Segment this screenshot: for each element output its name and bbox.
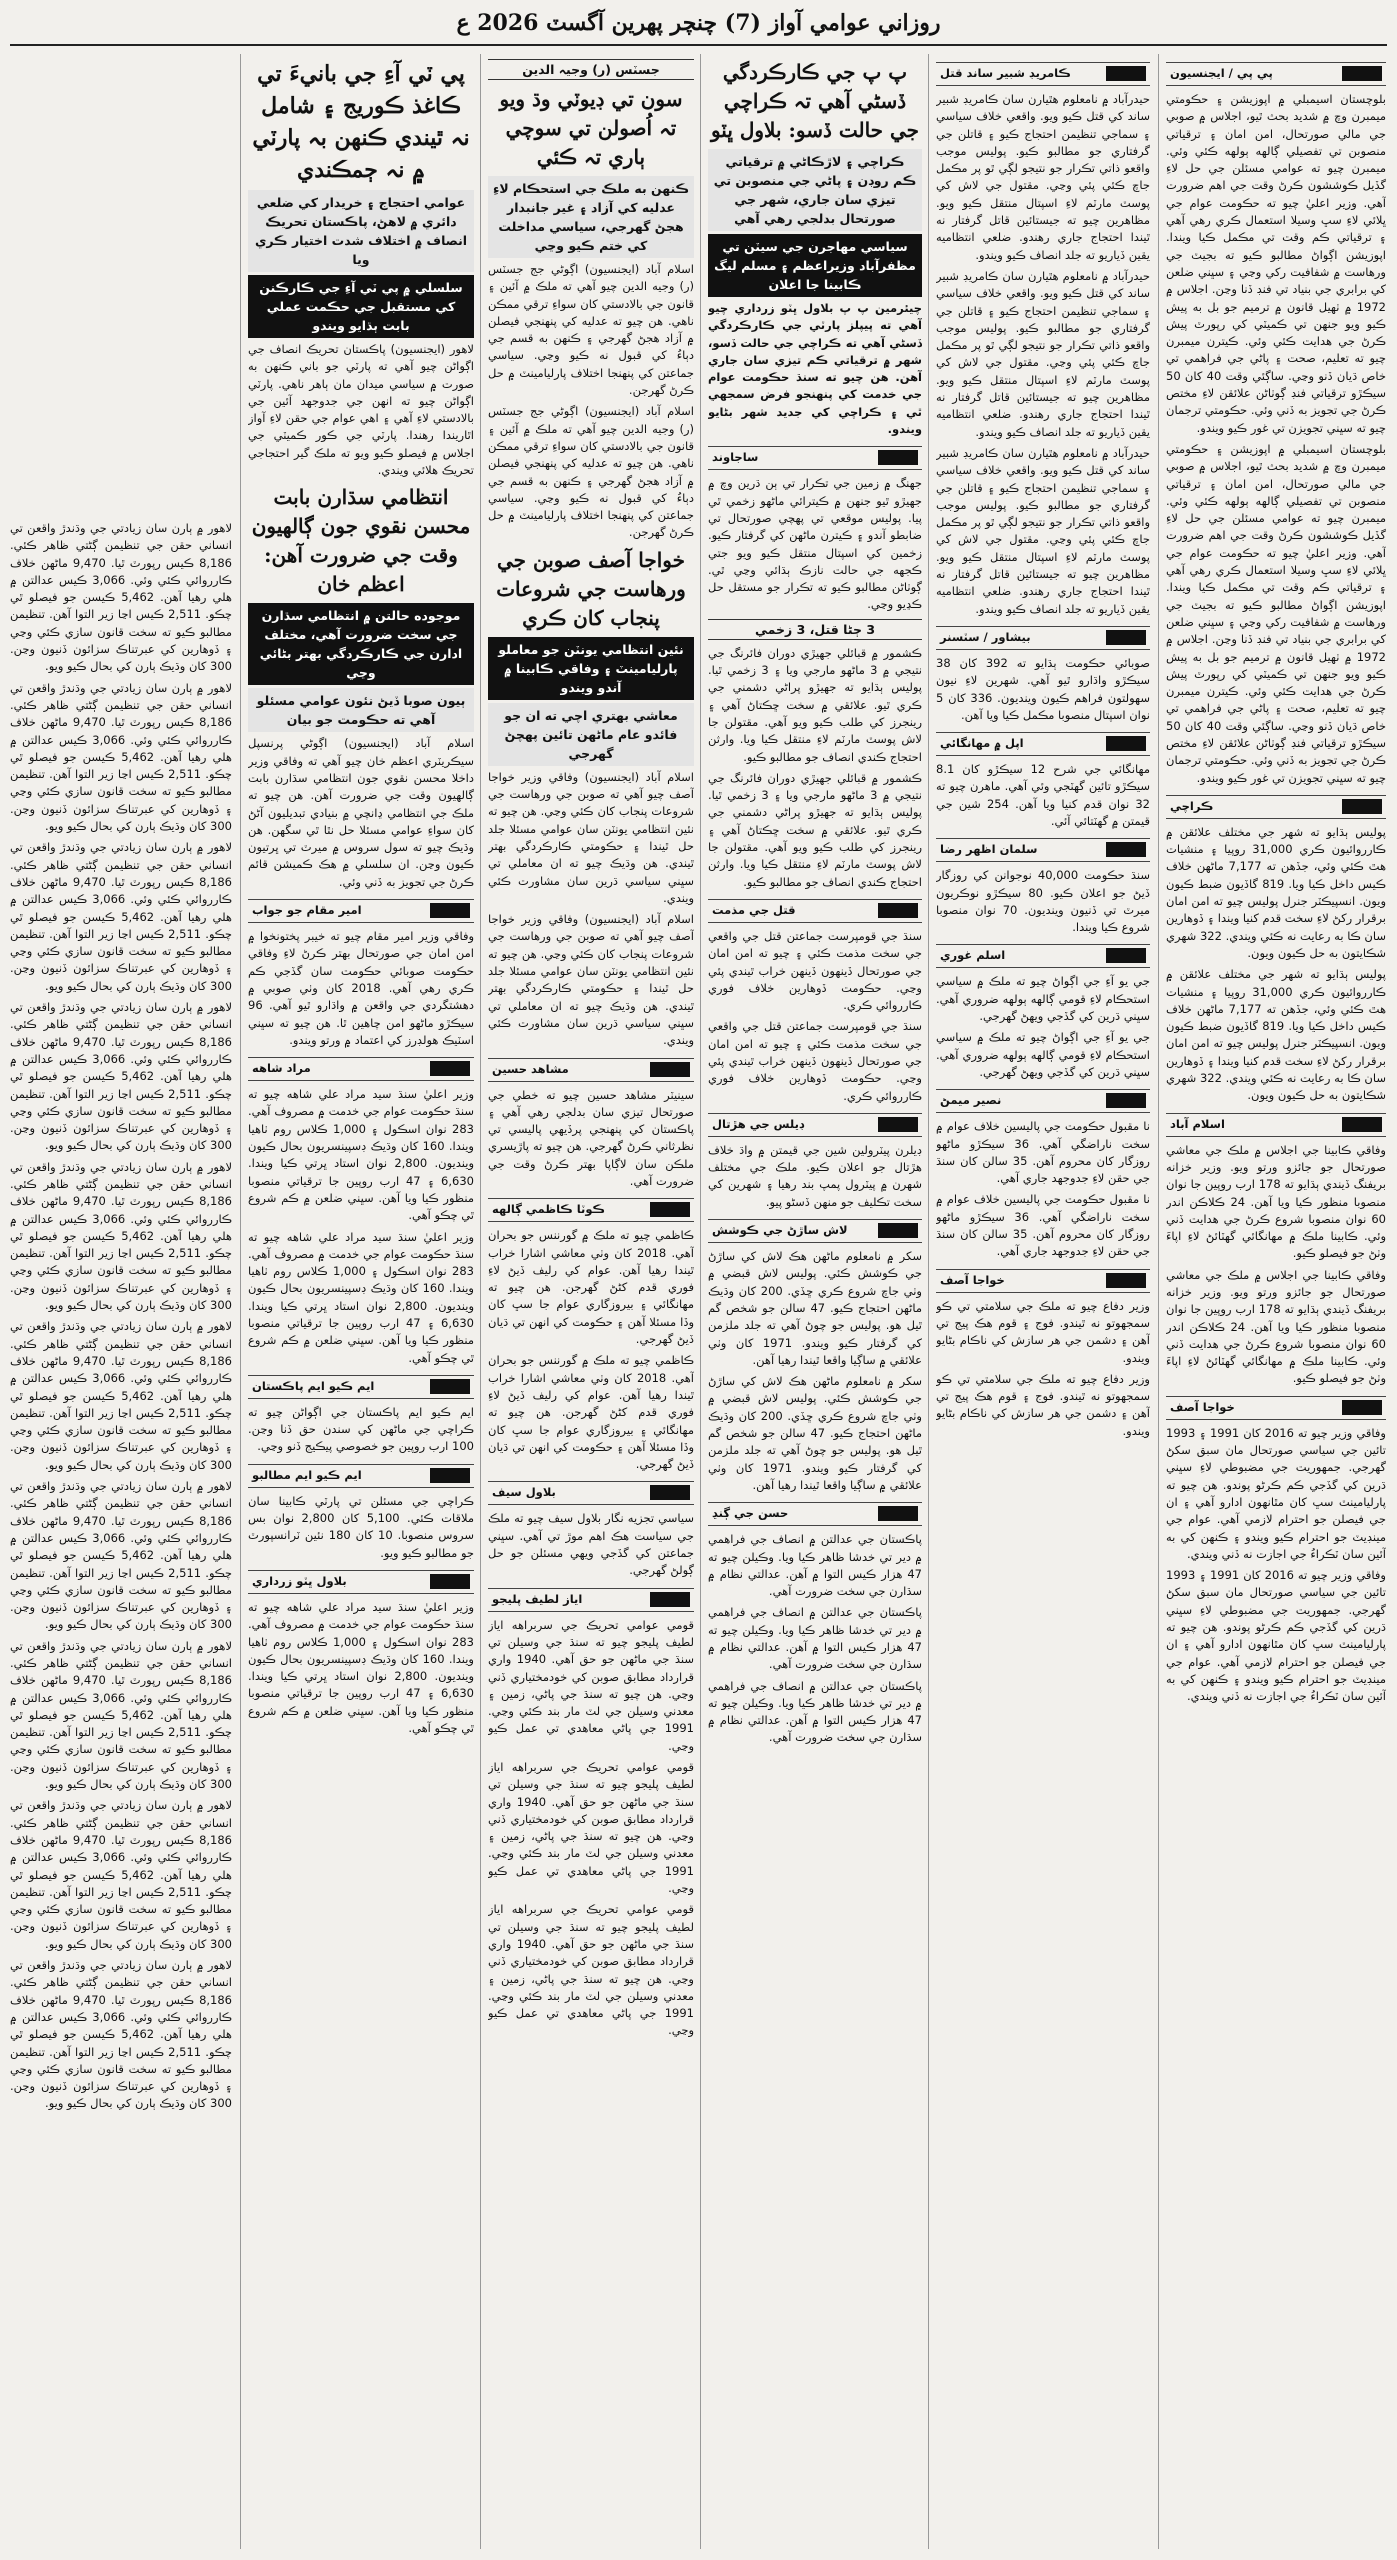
article-body: لاهور ۾ ٻارن سان زيادتي جي وڌندڙ واقعن تي انساني حقن جي تنظيمن ڳڻتي ظاهر ڪئي. 8,186 ڪيس رپورٽ ٿيا. 9,470 ماڻهن خلاف ڪارروائي ڪئي وئي. 3,066 ڪيس عدالتن ۾ هلي رهيا آهن. 5,462 ڪيسن جو فيصلو ٿي چڪو. 2,511 ڪيس اڃا زير التوا آهن. تنظيمن مطالبو ڪيو ته سخت قانون سازي ڪئي وڃي ۽ ڏوهارين کي عبرتناڪ سزائون ڏنيون وڃن. 300 کان وڌيڪ ٻارن کي بحال ڪيو ويو. — [10, 1479, 232, 1632]
article-body: سينيٽر مشاهد حسين چيو ته خطي جي صورتحال تيزي سان بدلجي رهي آهي ۽ پاڪستان کي پنهنجي پرڏيهي پاليسي تي نظرثاني ڪرڻ گهرجي. هن چيو ته پاڙيسري ملڪن سان لاڳاپا بهتر ڪرڻ وقت جي ضرورت آهي. — [488, 1087, 694, 1188]
article-body: ڪشمور ۾ قبائلي جهيڙي دوران فائرنگ جي نتيجي ۾ 3 ماڻهو مارجي ويا ۽ 3 زخمي ٿيا. پوليس ٻڌايو ته جهيڙو پراڻي دشمني جي ڪري ٿيو. علائقي ۾ سخت ڇڪتاڻ آهي ۽ رينجرز کي طلب ڪيو ويو آهي. مقتولن جا لاش پوسٽ مارٽم لاءِ منتقل ڪيا ويا. وارثن احتجاج ڪندي انصاف جو مطالبو ڪيو. — [708, 770, 922, 889]
byline: امير مقام جو جواب — [248, 899, 474, 923]
article-body: لاهور ۾ ٻارن سان زيادتي جي وڌندڙ واقعن تي انساني حقن جي تنظيمن ڳڻتي ظاهر ڪئي. 8,186 ڪيس رپورٽ ٿيا. 9,470 ماڻهن خلاف ڪارروائي ڪئي وئي. 3,066 ڪيس عدالتن ۾ هلي رهيا آهن. 5,462 ڪيسن جو فيصلو ٿي چڪو. 2,511 ڪيس اڃا زير التوا آهن. تنظيمن مطالبو ڪيو ته سخت قانون سازي ڪئي وڃي ۽ ڏوهارين کي عبرتناڪ سزائون ڏنيون وڃن. 300 کان وڌيڪ ٻارن کي بحال ڪيو ويو. — [10, 1000, 232, 1153]
byline: خواجا آصف — [1166, 1396, 1386, 1420]
article-body: اسلام آباد (ايجنسيون) اڳوڻي پرنسپل سيڪريٽري اعظم خان چيو آهي ته وفاقي وزير داخلا محسن نقوي جون انتظامي سڌارن بابت ڳالهيون وقت جي ضرورت آهن. هن چيو ته ملڪ جي انتظامي ڍانچي ۾ بنيادي تبديليون آڻڻ کان سواءِ عوامي مسئلا حل نٿا ٿي سگهن. هن وڌيڪ چيو ته سول سروس ۾ ميرٽ تي ڀرتيون ڪيون وڃن. ان سلسلي ۾ هڪ ڪميشن قائم ڪرڻ جي تجويز به ڏني وئي. — [248, 736, 474, 889]
subheadline: سلسلي ۾ پي ٽي آءِ جي ڪارڪنن کي مستقبل جي حڪمت عملي بابت ٻڌايو ويندو — [248, 275, 474, 338]
article-body: سياسي تجزيه نگار بلاول سيف چيو ته ملڪ جي سياست هڪ اهم موڙ تي آهي. سڀني جماعتن کي گڏجي ويهي مسئلن جو حل ڳولڻ گهرجي. — [488, 1511, 694, 1578]
article-body: بلوچستان اسيمبلي ۾ اپوزيشن ۽ حڪومتي ميمبرن وچ ۾ شديد بحث ٿيو، اجلاس ۾ صوبي جي مالي صورتحال، امن امان ۽ ترقياتي منصوبن تي تفصيلي ڳالهه ٻولهه ڪئي وئي. ميمبرن چيو ته عوامي مسئلن جي حل لاءِ گڏيل ڪوششون ڪرڻ وقت جي اهم ضرورت آهي. وزير اعليٰ چيو ته حڪومت عوام جي ڀلائي لاءِ سڀ وسيلا استعمال ڪري رهي آهي ۽ ترقياتي ڪم وقت تي مڪمل ڪيا ويندا. اپوزيشن اڳواڻ مطالبو ڪيو ته بجيٽ جي ورهاست ۾ شفافيت رکي وڃي ۽ سڀني ضلعن کي برابري جي بنياد تي فنڊ ڏنا وڃن. اجلاس ۾ 1972 ۾ ٺهيل قانون ۾ ترميم جو بل به پيش ڪيو ويو جنهن تي ڪميٽي کي رپورٽ پيش ڪرڻ جي هدايت ڪئي وئي. ڪيترن ميمبرن چيو ته تعليم، صحت ۽ پاڻي جي فراهمي تي خاص ڌيان ڏنو وڃي. ساڳئي وقت 40 کان 50 سيڪڙو ترقياتي فنڊ ڳوٺاڻن علائقن لاءِ مختص ڪرڻ جي تجويز به ڏني وئي. حڪومتي ترجمان چيو ته سڀني تجويزن تي غور ڪيو ويندو. — [1166, 92, 1386, 435]
article-body: اسلام آباد (ايجنسيون) وفاقي وزير خواجا آصف چيو آهي ته صوبن جي ورهاست جي شروعات پنجاب کان ڪئي وڃي. هن چيو ته نئين انتظامي يونٽن سان عوامي مسئلا جلد حل ٿيندا ۽ حڪومتي ڪارڪردگي بهتر ٿيندي. هن وڌيڪ چيو ته ان معاملي تي سڀني سياسي ڌرين سان مشاورت ڪئي ويندي. — [488, 769, 694, 905]
subheadline: عوامي احتجاج ۽ خريدار کي ضلعي دائري ۾ لاهڻ، پاڪستان تحريڪ انصاف ۾ اختلاف شدت اختيار ڪري ويا — [248, 190, 474, 272]
article-body: ڪراچي جي مسئلن تي پارٽي ڪابينا سان ملاقات ڪئي. 5,100 کان 2,800 نوان بس سروس منصوبا. 10 کان 180 نئين ٽرانسپورٽ جو مطالبو ڪيو ويو. — [248, 1493, 474, 1560]
column-divider — [928, 54, 929, 2549]
article-body: ڊيلرن پيٽرولين شين جي قيمتن ۾ واڌ خلاف هڙتال جو اعلان ڪيو. ملڪ جي مختلف شهرن ۾ پيٽرول پمپ بند رهيا ۽ شهرين کي سخت تڪليف جو منهن ڏسڻو پيو. — [708, 1142, 922, 1209]
article-body: لاهور ۾ ٻارن سان زيادتي جي وڌندڙ واقعن تي انساني حقن جي تنظيمن ڳڻتي ظاهر ڪئي. 8,186 ڪيس رپورٽ ٿيا. 9,470 ماڻهن خلاف ڪارروائي ڪئي وئي. 3,066 ڪيس عدالتن ۾ هلي رهيا آهن. 5,462 ڪيسن جو فيصلو ٿي چڪو. 2,511 ڪيس اڃا زير التوا آهن. تنظيمن مطالبو ڪيو ته سخت قانون سازي ڪئي وڃي ۽ ڏوهارين کي عبرتناڪ سزائون ڏنيون وڃن. 300 کان وڌيڪ ٻارن کي بحال ڪيو ويو. — [10, 680, 232, 834]
article-body: لاهور ۾ ٻارن سان زيادتي جي وڌندڙ واقعن تي انساني حقن جي تنظيمن ڳڻتي ظاهر ڪئي. 8,186 ڪيس رپورٽ ٿيا. 9,470 ماڻهن خلاف ڪارروائي ڪئي وئي. 3,066 ڪيس عدالتن ۾ هلي رهيا آهن. 5,462 ڪيسن جو فيصلو ٿي چڪو. 2,511 ڪيس اڃا زير التوا آهن. تنظيمن مطالبو ڪيو ته سخت قانون سازي ڪئي وڃي ۽ ڏوهارين کي عبرتناڪ سزائون ڏنيون وڃن. 300 کان وڌيڪ ٻارن کي بحال ڪيو ويو. — [10, 840, 232, 993]
article-body: لاهور ۾ ٻارن سان زيادتي جي وڌندڙ واقعن تي انساني حقن جي تنظيمن ڳڻتي ظاهر ڪئي. 8,186 ڪيس رپورٽ ٿيا. 9,470 ماڻهن خلاف ڪارروائي ڪئي وئي. 3,066 ڪيس عدالتن ۾ هلي رهيا آهن. 5,462 ڪيسن جو فيصلو ٿي چڪو. 2,511 ڪيس اڃا زير التوا آهن. تنظيمن مطالبو ڪيو ته سخت قانون سازي ڪئي وڃي ۽ ڏوهارين کي عبرتناڪ سزائون ڏنيون وڃن. 300 کان وڌيڪ ٻارن کي بحال ڪيو ويو. — [10, 521, 232, 674]
top-rule — [10, 44, 1387, 46]
article-body: پاڪستان جي عدالتن ۾ انصاف جي فراهمي ۾ دير تي خدشا ظاهر ڪيا ويا. وڪيلن چيو ته 47 هزار ڪيس التوا ۾ آهن. عدالتي نظام ۾ سڌارن جي سخت ضرورت آهي. — [708, 1605, 922, 1672]
article-body: جي يو آءِ جي اڳواڻ چيو ته ملڪ ۾ سياسي استحڪام لاءِ قومي ڳالهه ٻولهه ضروري آهي. سڀني ڌرين کي گڏجي ويهڻ گهرجي. — [936, 1030, 1150, 1079]
article-body: قومي عوامي تحريڪ جي سربراهه اياز لطيف پليجو چيو ته سنڌ جي وسيلن تي سنڌ جي ماڻهن جو حق آهي. 1940 واري قرارداد مطابق صوبن کي خودمختياري ڏني وڃي. هن چيو ته سنڌ جي پاڻي، زمين ۽ معدني وسيلن جي لٽ مار بند ڪئي وڃي. 1991 جي پاڻي معاهدي تي عمل ڪيو وڃي. — [488, 1902, 694, 2038]
article-body: وفاقي ڪابينا جي اجلاس ۾ ملڪ جي معاشي صورتحال جو جائزو ورتو ويو. وزير خزانه بريفنگ ڏيندي ٻڌايو ته 178 ارب روپين جا نوان منصوبا منظور ڪيا ويا آهن. 24 ڪلاڪن اندر 60 نوان منصوبا شروع ڪرڻ جي هدايت ڏني وئي. ڪابينا ملڪ ۾ مهانگائي گهٽائڻ لاءِ اپاءَ وٺڻ جو فيصلو ڪيو. — [1166, 1267, 1386, 1386]
headline: پي ٽي آءِ جي بانيءَ تي ڪاغذ ڪوريج ۽ شامل نہ ٿيندي ڪنهن بہ پارٽي ۾ نہ ڄمڪندي — [252, 61, 470, 183]
byline: خواجا آصف — [936, 1269, 1150, 1293]
article-body: پوليس ٻڌايو ته شهر جي مختلف علائقن ۾ ڪارروائيون ڪري 31,000 روپيا ۽ منشيات هٿ ڪئي وئي، جڏهن ته 7,177 ماڻهن خلاف ڪيس داخل ڪيا ويا. 819 گاڏيون ضبط ڪيون ويون. انسپيڪٽر جنرل پوليس چيو ته امن امان برقرار رکڻ لاءِ سخت قدم کنيا ويندا ۽ ڏوهارين سان ڪا به رعايت نه ڪئي ويندي. 322 شهري شڪايتون به حل ڪيون ويون. — [1166, 824, 1386, 960]
article-body: اسلام آباد (ايجنسيون) اڳوڻي جج جسٽس (ر) وجيه الدين چيو آهي ته ملڪ ۾ آئين ۽ قانون جي بالادستي کان سواءِ ترقي ممڪن ناهي. هن چيو ته عدليه کي پنهنجي فيصلن ۾ آزاد هجڻ گهرجي ۽ ڪنهن به قسم جي دٻاءُ کي قبول نه ڪيو وڃي. سياسي جماعتن کي پنهنجا اختلاف پارليامينٽ ۾ حل ڪرڻ گهرجن. — [488, 262, 694, 398]
subheadline: ڪراچي ۽ لاڙڪاڻي ۾ ترقياتي ڪم روڊن ۽ پاڻي جي منصوبن تي تيزي سان جاري، شهر جي صورتحال بدلجي رهي آهي — [708, 149, 922, 231]
byline: ايم ڪيو ايم پاڪستان — [248, 1375, 474, 1399]
byline: نصير ميمڻ — [936, 1089, 1150, 1113]
article-body: وزير اعليٰ سنڌ سيد مراد علي شاهه چيو ته سنڌ حڪومت عوام جي خدمت ۾ مصروف آهي. 283 نوان اسڪول ۽ 1,000 ڪلاس روم ٺاهيا ويندا. 160 کان وڌيڪ ڊسپينسريون بحال ڪيون وينديون. 2,800 نوان استاد ڀرتي ڪيا ويندا. 6,630 ۽ 47 ارب روپين جا ترقياتي منصوبا منظور ڪيا ويا آهن. سڀني ضلعن ۾ ڪم شروع ٿي چڪو آهي. — [248, 1229, 474, 1365]
kicker: 3 ڄڻا قتل، 3 زخمي — [708, 619, 922, 640]
byline: مشاهد حسين — [488, 1058, 694, 1082]
article-body: اسلام آباد (ايجنسيون) اڳوڻي جج جسٽس (ر) وجيه الدين چيو آهي ته ملڪ ۾ آئين ۽ قانون جي بالادستي کان سواءِ ترقي ممڪن ناهي. هن چيو ته عدليه کي پنهنجي فيصلن ۾ آزاد هجڻ گهرجي ۽ ڪنهن به قسم جي دٻاءُ کي قبول نه ڪيو وڃي. سياسي جماعتن کي پنهنجا اختلاف پارليامينٽ ۾ حل ڪرڻ گهرجن. — [488, 404, 694, 540]
article-body: جي يو آءِ جي اڳواڻ چيو ته ملڪ ۾ سياسي استحڪام لاءِ قومي ڳالهه ٻولهه ضروري آهي. سڀني ڌرين کي گڏجي ويهڻ گهرجي. — [936, 974, 1150, 1024]
byline: اياز لطيف پليجو — [488, 1588, 694, 1612]
column-divider — [1158, 54, 1159, 2549]
article-body: نا مقبول حڪومت جي پاليسين خلاف عوام ۾ سخت ناراضگي آهي. 36 سيڪڙو ماڻهو روزگار کان محروم آهن. 35 سالن کان سنڌ جي حقن لاءِ جدوجهد جاري آهي. — [936, 1119, 1150, 1186]
byline: ڪوٽا ڪاظمي ڳالهه — [488, 1198, 694, 1222]
byline: سلمان اظهر رضا — [936, 838, 1150, 862]
article-body: وزير دفاع چيو ته ملڪ جي سلامتي تي ڪو سمجهوتو نه ٿيندو. فوج ۽ قوم هڪ پيج تي آهن ۽ دشمن جي هر سازش کي ناڪام بڻايو ويندو. — [936, 1298, 1150, 1365]
byline: قتل جي مذمت — [708, 899, 922, 923]
byline: اسلم غوري — [936, 944, 1150, 968]
article-body: مهانگائي جي شرح 12 سيڪڙو کان 8.1 سيڪڙو تائين گهٽجي وئي آهي. ماهرن چيو ته 32 نوان قدم کنيا ويا آهن. 254 شين جي قيمتن ۾ گهٽتائي آئي. — [936, 762, 1150, 828]
masthead: روزاني عوامي آواز (7) چنچر پهرين آگسٽ 2026 ع — [456, 10, 941, 36]
headline: انتظامي سڌارن بابت محسن نقوي جون ڳالهيون وقت جي ضرورت آهن: اعظم خان — [251, 485, 471, 597]
column-divider — [240, 54, 241, 2549]
byline: ڪامريڊ شبير ساند قتل — [936, 62, 1150, 86]
article-body: وفاقي وزير چيو ته 2016 کان 1991 ۽ 1993 تائين جي سياسي صورتحال مان سبق سکڻ گهرجي. جمهوريت جي مضبوطي لاءِ سڀني ڌرين کي گڏجي ڪم ڪرڻو پوندو. هن چيو ته پارليامينٽ سڀ کان مٿانهون ادارو آهي ۽ ان جي فيصلن جو احترام لازمي آهي. عوام جي مينڊيٽ جو احترام ڪيو ويندو ۽ ڪنهن کي به آئين سان ٽڪراءُ جي اجازت نه ڏني ويندي. — [1166, 1568, 1386, 1704]
column-1 — [1166, 54, 1386, 2549]
subheadline: ٻيون صوبا ڏيڻ نئون عوامي مسئلو آهي ته حڪومت جو بيان — [248, 688, 474, 732]
article-body: ڪاظمي چيو ته ملڪ ۾ گورننس جو بحران آهي. 2018 کان وٺي معاشي اشارا خراب ٿيندا رهيا آهن. عوام کي رليف ڏيڻ لاءِ فوري قدم کڻڻ گهرجن. هن چيو ته مهانگائي ۽ بيروزگاري عوام جا سڀ کان وڏا مسئلا آهن ۽ حڪومت کي انهن تي ڌيان ڏيڻ گهرجي. — [488, 1228, 694, 1347]
article-body: اسلام آباد (ايجنسيون) وفاقي وزير خواجا آصف چيو آهي ته صوبن جي ورهاست جي شروعات پنجاب کان ڪئي وڃي. هن چيو ته نئين انتظامي يونٽن سان عوامي مسئلا جلد حل ٿيندا ۽ حڪومتي ڪارڪردگي بهتر ٿيندي. هن وڌيڪ چيو ته ان معاملي تي سڀني سياسي ڌرين سان مشاورت ڪئي ويندي. — [488, 912, 694, 1048]
subheadline: سياسي مهاجرن جي سيٽن تي مظفرآباد وزيراعظم ۽ مسلم ليگ ڪابينا جا اعلان — [708, 234, 922, 297]
article-body: وزير اعليٰ سنڌ سيد مراد علي شاهه چيو ته سنڌ حڪومت عوام جي خدمت ۾ مصروف آهي. 283 نوان اسڪول ۽ 1,000 ڪلاس روم ٺاهيا ويندا. 160 کان وڌيڪ ڊسپينسريون بحال ڪيون وينديون. 2,800 نوان استاد ڀرتي ڪيا ويندا. 6,630 ۽ 47 ارب روپين جا ترقياتي منصوبا منظور ڪيا ويا آهن. سڀني ضلعن ۾ ڪم شروع ٿي چڪو آهي. — [248, 1087, 474, 1223]
article-body: حيدرآباد ۾ نامعلوم هٿيارن سان ڪامريڊ شبير ساند کي قتل ڪيو ويو. واقعي خلاف سياسي ۽ سماجي تنظيمن احتجاج ڪيو ۽ قاتلن جي گرفتاري جو مطالبو ڪيو. پوليس موجب واقعو ذاتي تڪرار جو نتيجو لڳي ٿو پر مڪمل جاچ ڪئي پئي وڃي. مقتول جي لاش کي پوسٽ مارٽم لاءِ اسپتال منتقل ڪيو ويو. مظاهرين چيو ته جيستائين قاتل گرفتار نه ٿيندا احتجاج جاري رهندو. ضلعي انتظاميه يقين ڏياريو ته جلد انصاف ڪيو ويندو. — [936, 445, 1150, 616]
byline: اپل ۾ مهانگائي — [936, 732, 1150, 756]
headline: پ پ جي ڪارڪردگي ڏسڻي آهي تہ ڪراچي جي حالت ڏسو: بلاول ڀٽو — [710, 60, 920, 142]
article-body: لاهور ۾ ٻارن سان زيادتي جي وڌندڙ واقعن تي انساني حقن جي تنظيمن ڳڻتي ظاهر ڪئي. 8,186 ڪيس رپورٽ ٿيا. 9,470 ماڻهن خلاف ڪارروائي ڪئي وئي. 3,066 ڪيس عدالتن ۾ هلي رهيا آهن. 5,462 ڪيسن جو فيصلو ٿي چڪو. 2,511 ڪيس اڃا زير التوا آهن. تنظيمن مطالبو ڪيو ته سخت قانون سازي ڪئي وڃي ۽ ڏوهارين کي عبرتناڪ سزائون ڏنيون وڃن. 300 کان وڌيڪ ٻارن کي بحال ڪيو ويو. — [10, 1638, 232, 1792]
article-body: سنڌ جي قومپرست جماعتن قتل جي واقعي جي سخت مذمت ڪئي ۽ چيو ته امن امان جي صورتحال ڏينهون ڏينهن خراب ٿيندي پئي وڃي. حڪومت ڏوهارين خلاف فوري ڪارروائي ڪري. — [708, 1019, 922, 1103]
byline: بيشاور / سٽسنر — [936, 626, 1150, 650]
byline: ايم ڪيو ايم مطالبو — [248, 1464, 474, 1488]
article-body: پاڪستان جي عدالتن ۾ انصاف جي فراهمي ۾ دير تي خدشا ظاهر ڪيا ويا. وڪيلن چيو ته 47 هزار ڪيس التوا ۾ آهن. عدالتي نظام ۾ سڌارن جي سخت ضرورت آهي. — [708, 1678, 922, 1745]
byline: لاش ساڙڻ جي ڪوشش — [708, 1219, 922, 1243]
article-body: لاهور ۾ ٻارن سان زيادتي جي وڌندڙ واقعن تي انساني حقن جي تنظيمن ڳڻتي ظاهر ڪئي. 8,186 ڪيس رپورٽ ٿيا. 9,470 ماڻهن خلاف ڪارروائي ڪئي وئي. 3,066 ڪيس عدالتن ۾ هلي رهيا آهن. 5,462 ڪيسن جو فيصلو ٿي چڪو. 2,511 ڪيس اڃا زير التوا آهن. تنظيمن مطالبو ڪيو ته سخت قانون سازي ڪئي وڃي ۽ ڏوهارين کي عبرتناڪ سزائون ڏنيون وڃن. 300 کان وڌيڪ ٻارن کي بحال ڪيو ويو. — [10, 1159, 232, 1313]
byline: بلاول ڀٽو زرداري — [248, 1570, 474, 1594]
column-divider — [700, 54, 701, 2549]
byline: حسن جي ڳنڍ — [708, 1502, 922, 1526]
article-body: وفاقي وزير چيو ته 2016 کان 1991 ۽ 1993 تائين جي سياسي صورتحال مان سبق سکڻ گهرجي. جمهوريت جي مضبوطي لاءِ سڀني ڌرين کي گڏجي ڪم ڪرڻو پوندو. هن چيو ته پارليامينٽ سڀ کان مٿانهون ادارو آهي ۽ ان جي فيصلن جو احترام لازمي آهي. عوام جي مينڊيٽ جو احترام ڪيو ويندو ۽ ڪنهن کي به آئين سان ٽڪراءُ جي اجازت نه ڏني ويندي. — [1166, 1425, 1386, 1561]
article-body: قومي عوامي تحريڪ جي سربراهه اياز لطيف پليجو چيو ته سنڌ جي وسيلن تي سنڌ جي ماڻهن جو حق آهي. 1940 واري قرارداد مطابق صوبن کي خودمختياري ڏني وڃي. هن چيو ته سنڌ جي پاڻي، زمين ۽ معدني وسيلن جي لٽ مار بند ڪئي وڃي. 1991 جي پاڻي معاهدي تي عمل ڪيو وڃي. — [488, 1617, 694, 1753]
byline: بلاول سيف — [488, 1481, 694, 1505]
article-body: وزير دفاع چيو ته ملڪ جي سلامتي تي ڪو سمجهوتو نه ٿيندو. فوج ۽ قوم هڪ پيج تي آهن ۽ دشمن جي هر سازش کي ناڪام بڻايو ويندو. — [936, 1371, 1150, 1438]
article-body: پاڪستان جي عدالتن ۾ انصاف جي فراهمي ۾ دير تي خدشا ظاهر ڪيا ويا. وڪيلن چيو ته 47 هزار ڪيس التوا ۾ آهن. عدالتي نظام ۾ سڌارن جي سخت ضرورت آهي. — [708, 1532, 922, 1599]
article-body: وزير اعليٰ سنڌ سيد مراد علي شاهه چيو ته سنڌ حڪومت عوام جي خدمت ۾ مصروف آهي. 283 نوان اسڪول ۽ 1,000 ڪلاس روم ٺاهيا ويندا. 160 کان وڌيڪ ڊسپينسريون بحال ڪيون وينديون. 2,800 نوان استاد ڀرتي ڪيا ويندا. 6,630 ۽ 47 ارب روپين جا ترقياتي منصوبا منظور ڪيا ويا آهن. سڀني ضلعن ۾ ڪم شروع ٿي چڪو آهي. — [248, 1599, 474, 1736]
article-body: لاهور (ايجنسيون) پاڪستان تحريڪ انصاف جي اڳواڻن چيو آهي ته پارٽي جو باني ڪنهن به صورت ۾ سياسي ميدان مان ٻاهر ناهي. پارٽي اڳواڻن چيو ته انهن جي جدوجهد آئين جي بالادستي لاءِ آهي ۽ اهي عوام جي حقن لاءِ آواز اٿاريندا رهندا. پارٽي جي ڪور ڪميٽي جي اجلاس ۾ فيصلو ڪيو ويو ته ملڪ گير احتجاجي تحريڪ هلائي ويندي. — [248, 342, 474, 478]
column-4 — [488, 54, 694, 2549]
article-lead: چيئرمين پ پ بلاول ڀٽو زرداري چيو آهي ته پيپلز پارٽي جي ڪارڪردگي ڏسڻي آهي ته ڪراچي جي حالت ڏسو، شهر ۾ ترقياتي ڪم تيزي سان جاري آهن. هن چيو ته سنڌ حڪومت عوام جي خدمت کي پنهنجو فرض سمجهي ٿي ۽ ڪراچي کي جديد شهر بڻايو ويندو. — [708, 301, 922, 437]
article-body: وفاقي وزير امير مقام چيو ته خيبر پختونخوا ۾ امن امان جي صورتحال بهتر ڪرڻ لاءِ وفاقي حڪومت صوبائي حڪومت سان گڏجي ڪم ڪري رهي آهي. 2018 کان وٺي صوبي ۾ دهشتگردي جي واقعن ۾ واڌارو ٿيو آهي. 96 سيڪڙو ماڻهو امن چاهين ٿا. هن چيو ته سڀني اسٽيڪ هولڊرز کي اعتماد ۾ ورتو ويندو. — [248, 929, 474, 1047]
article-body: نا مقبول حڪومت جي پاليسين خلاف عوام ۾ سخت ناراضگي آهي. 36 سيڪڙو ماڻهو روزگار کان محروم آهن. 35 سالن کان سنڌ جي حقن لاءِ جدوجهد جاري آهي. — [936, 1192, 1150, 1259]
column-5 — [248, 54, 474, 2549]
subheadline: نئين انتظامي يونٽن جو معاملو پارليامينٽ ۽ وفاقي ڪابينا ۾ آندو ويندو — [488, 637, 694, 700]
article-body: لاهور ۾ ٻارن سان زيادتي جي وڌندڙ واقعن تي انساني حقن جي تنظيمن ڳڻتي ظاهر ڪئي. 8,186 ڪيس رپورٽ ٿيا. 9,470 ماڻهن خلاف ڪارروائي ڪئي وئي. 3,066 ڪيس عدالتن ۾ هلي رهيا آهن. 5,462 ڪيسن جو فيصلو ٿي چڪو. 2,511 ڪيس اڃا زير التوا آهن. تنظيمن مطالبو ڪيو ته سخت قانون سازي ڪئي وڃي ۽ ڏوهارين کي عبرتناڪ سزائون ڏنيون وڃن. 300 کان وڌيڪ ٻارن کي بحال ڪيو ويو. — [10, 1798, 232, 1951]
byline: مراد شاهه — [248, 1057, 474, 1081]
article-body: بلوچستان اسيمبلي ۾ اپوزيشن ۽ حڪومتي ميمبرن وچ ۾ شديد بحث ٿيو، اجلاس ۾ صوبي جي مالي صورتحال، امن امان ۽ ترقياتي منصوبن تي تفصيلي ڳالهه ٻولهه ڪئي وئي. ميمبرن چيو ته عوامي مسئلن جي حل لاءِ گڏيل ڪوششون ڪرڻ وقت جي اهم ضرورت آهي. وزير اعليٰ چيو ته حڪومت عوام جي ڀلائي لاءِ سڀ وسيلا استعمال ڪري رهي آهي ۽ ترقياتي ڪم وقت تي مڪمل ڪيا ويندا. اپوزيشن اڳواڻ مطالبو ڪيو ته بجيٽ جي ورهاست ۾ شفافيت رکي وڃي ۽ سڀني ضلعن کي برابري جي بنياد تي فنڊ ڏنا وڃن. اجلاس ۾ 1972 ۾ ٺهيل قانون ۾ ترميم جو بل به پيش ڪيو ويو جنهن تي ڪميٽي کي رپورٽ پيش ڪرڻ جي هدايت ڪئي وئي. ڪيترن ميمبرن چيو ته تعليم، صحت ۽ پاڻي جي فراهمي تي خاص ڌيان ڏنو وڃي. ساڳئي وقت 40 کان 50 سيڪڙو ترقياتي فنڊ ڳوٺاڻن علائقن لاءِ مختص ڪرڻ جي تجويز به ڏني وئي. حڪومتي ترجمان چيو ته سڀني تجويزن تي غور ڪيو ويندو. — [1166, 441, 1386, 785]
column-3 — [708, 54, 922, 2549]
byline: ڪراچي — [1166, 795, 1386, 819]
article-body: لاهور ۾ ٻارن سان زيادتي جي وڌندڙ واقعن تي انساني حقن جي تنظيمن ڳڻتي ظاهر ڪئي. 8,186 ڪيس رپورٽ ٿيا. 9,470 ماڻهن خلاف ڪارروائي ڪئي وئي. 3,066 ڪيس عدالتن ۾ هلي رهيا آهن. 5,462 ڪيسن جو فيصلو ٿي چڪو. 2,511 ڪيس اڃا زير التوا آهن. تنظيمن مطالبو ڪيو ته سخت قانون سازي ڪئي وڃي ۽ ڏوهارين کي عبرتناڪ سزائون ڏنيون وڃن. 300 کان وڌيڪ ٻارن کي بحال ڪيو ويو. — [10, 1319, 232, 1472]
article-body: حيدرآباد ۾ نامعلوم هٿيارن سان ڪامريڊ شبير ساند کي قتل ڪيو ويو. واقعي خلاف سياسي ۽ سماجي تنظيمن احتجاج ڪيو ۽ قاتلن جي گرفتاري جو مطالبو ڪيو. پوليس موجب واقعو ذاتي تڪرار جو نتيجو لڳي ٿو پر مڪمل جاچ ڪئي پئي وڃي. مقتول جي لاش کي پوسٽ مارٽم لاءِ اسپتال منتقل ڪيو ويو. مظاهرين چيو ته جيستائين قاتل گرفتار نه ٿيندا احتجاج جاري رهندو. ضلعي انتظاميه يقين ڏياريو ته جلد انصاف ڪيو ويندو. — [936, 92, 1150, 262]
byline-block — [1342, 66, 1382, 81]
headline: خواجا آصف صوبن جي ورهاست جي شروعات پنجاب کان ڪري — [496, 547, 686, 630]
column-2 — [936, 54, 1150, 2549]
headline: سون تي ڊيوٽي وڌ ويو تہ اُصولن تي سوچي ٻاري تہ ڪئي — [499, 87, 683, 169]
article-body: صوبائي حڪومت ٻڌايو ته 392 کان 38 سيڪڙو واڌارو ٿيو آهي. شهرين لاءِ نيون سهولتون فراهم ڪيون وينديون. 336 کان 5 نوان اسپتال منصوبا مڪمل ڪيا ويا آهن. — [936, 655, 1150, 722]
article-body: سنڌ حڪومت 40,000 نوجوانن کي روزگار ڏيڻ جو اعلان ڪيو. 80 سيڪڙو نوڪريون ميرٽ تي ڏنيون وينديون. 70 نوان منصوبا شروع ڪيا ويندا. — [936, 868, 1150, 935]
article-body: لاهور ۾ ٻارن سان زيادتي جي وڌندڙ واقعن تي انساني حقن جي تنظيمن ڳڻتي ظاهر ڪئي. 8,186 ڪيس رپورٽ ٿيا. 9,470 ماڻهن خلاف ڪارروائي ڪئي وئي. 3,066 ڪيس عدالتن ۾ هلي رهيا آهن. 5,462 ڪيسن جو فيصلو ٿي چڪو. 2,511 ڪيس اڃا زير التوا آهن. تنظيمن مطالبو ڪيو ته سخت قانون سازي ڪئي وڃي ۽ ڏوهارين کي عبرتناڪ سزائون ڏنيون وڃن. 300 کان وڌيڪ ٻارن کي بحال ڪيو ويو. — [10, 1958, 232, 2111]
article-body: پوليس ٻڌايو ته شهر جي مختلف علائقن ۾ ڪارروائيون ڪري 31,000 روپيا ۽ منشيات هٿ ڪئي وئي، جڏهن ته 7,177 ماڻهن خلاف ڪيس داخل ڪيا ويا. 819 گاڏيون ضبط ڪيون ويون. انسپيڪٽر جنرل پوليس چيو ته امن امان برقرار رکڻ لاءِ سخت قدم کنيا ويندا ۽ ڏوهارين سان ڪا به رعايت نه ڪئي ويندي. 322 شهري شڪايتون به حل ڪيون ويون. — [1166, 967, 1386, 1103]
subheadline: موجوده حالتن ۾ انتظامي سڌارن جي سخت ضرورت آهي، مختلف ادارن جي ڪارڪردگي بهتر بڻائي وڃي — [248, 603, 474, 685]
column-6 — [10, 520, 232, 2549]
subheadline: ڪنهن به ملڪ جي استحڪام لاءِ عدليه کي آزاد ۽ غير جانبدار هجڻ گهرجي، سياسي مداخلت کي ختم ڪيو وڃي — [488, 176, 694, 258]
credit: جسٽس (ر) وجيہ الدين — [488, 59, 694, 80]
article-body: سکر ۾ نامعلوم ماڻهن هڪ لاش کي ساڙڻ جي ڪوشش ڪئي. پوليس لاش قبضي ۾ وٺي جاچ شروع ڪري ڇڏي. 200 کان وڌيڪ ماڻهن احتجاج ڪيو. 47 سالن جو شخص گم ٿيل هو. پوليس جو چوڻ آهي ته جلد ملزمن کي گرفتار ڪيو ويندو. 1971 کان وٺي علائقي ۾ ساڳيا واقعا ٿيندا رهيا آهن. — [708, 1249, 922, 1367]
byline: اسلام آباد — [1166, 1113, 1386, 1137]
byline: ساجاوند — [708, 446, 922, 470]
article-body: سنڌ جي قومپرست جماعتن قتل جي واقعي جي سخت مذمت ڪئي ۽ چيو ته امن امان جي صورتحال ڏينهون ڏينهن خراب ٿيندي پئي وڃي. حڪومت ڏوهارين خلاف فوري ڪارروائي ڪري. — [708, 928, 922, 1013]
article-body: سکر ۾ نامعلوم ماڻهن هڪ لاش کي ساڙڻ جي ڪوشش ڪئي. پوليس لاش قبضي ۾ وٺي جاچ شروع ڪري ڇڏي. 200 کان وڌيڪ ماڻهن احتجاج ڪيو. 47 سالن جو شخص گم ٿيل هو. پوليس جو چوڻ آهي ته جلد ملزمن کي گرفتار ڪيو ويندو. 1971 کان وٺي علائقي ۾ ساڳيا واقعا ٿيندا رهيا آهن. — [708, 1374, 922, 1492]
subheadline: معاشي بهتري اچي ته ان جو فائدو عام ماڻهن تائين پهچڻ گهرجي — [488, 703, 694, 766]
article-body: ڪشمور ۾ قبائلي جهيڙي دوران فائرنگ جي نتيجي ۾ 3 ماڻهو مارجي ويا ۽ 3 زخمي ٿيا. پوليس ٻڌايو ته جهيڙو پراڻي دشمني جي ڪري ٿيو. علائقي ۾ سخت ڇڪتاڻ آهي ۽ رينجرز کي طلب ڪيو ويو آهي. مقتولن جا لاش پوسٽ مارٽم لاءِ منتقل ڪيا ويا. وارثن احتجاج ڪندي انصاف جو مطالبو ڪيو. — [708, 645, 922, 764]
article-body: وفاقي ڪابينا جي اجلاس ۾ ملڪ جي معاشي صورتحال جو جائزو ورتو ويو. وزير خزانه بريفنگ ڏيندي ٻڌايو ته 178 ارب روپين جا نوان منصوبا منظور ڪيا ويا آهن. 24 ڪلاڪن اندر 60 نوان منصوبا شروع ڪرڻ جي هدايت ڏني وئي. ڪابينا ملڪ ۾ مهانگائي گهٽائڻ لاءِ اپاءَ وٺڻ جو فيصلو ڪيو. — [1166, 1142, 1386, 1261]
article-body: قومي عوامي تحريڪ جي سربراهه اياز لطيف پليجو چيو ته سنڌ جي وسيلن تي سنڌ جي ماڻهن جو حق آهي. 1940 واري قرارداد مطابق صوبن کي خودمختياري ڏني وڃي. هن چيو ته سنڌ جي پاڻي، زمين ۽ معدني وسيلن جي لٽ مار بند ڪئي وڃي. 1991 جي پاڻي معاهدي تي عمل ڪيو وڃي. — [488, 1760, 694, 1896]
article-body: حيدرآباد ۾ نامعلوم هٿيارن سان ڪامريڊ شبير ساند کي قتل ڪيو ويو. واقعي خلاف سياسي ۽ سماجي تنظيمن احتجاج ڪيو ۽ قاتلن جي گرفتاري جو مطالبو ڪيو. پوليس موجب واقعو ذاتي تڪرار جو نتيجو لڳي ٿو پر مڪمل جاچ ڪئي پئي وڃي. مقتول جي لاش کي پوسٽ مارٽم لاءِ اسپتال منتقل ڪيو ويو. مظاهرين چيو ته جيستائين قاتل گرفتار نه ٿيندا احتجاج جاري رهندو. ضلعي انتظاميه يقين ڏياريو ته جلد انصاف ڪيو ويندو. — [936, 268, 1150, 439]
article-body: جهنگ ۾ زمين جي تڪرار تي ٻن ڌرين وچ ۾ جهيڙو ٿيو جنهن ۾ ڪيترائي ماڻهو زخمي ٿي پيا. پوليس موقعي تي پهچي صورتحال تي ضابطو آندو ۽ ڪيترن ماڻهن کي گرفتار ڪيو. زخمين کي اسپتال منتقل ڪيو ويو جتي ڪجهه جي حالت نازڪ ٻڌائي وڃي ٿي. ڳوٺاڻن مطالبو ڪيو ته تڪرار جو مستقل حل ڪڍيو وڃي. — [708, 476, 922, 612]
byline: ڊيلس جي هڙتال — [708, 1113, 922, 1137]
byline: پي پي / ايجنسيون — [1166, 62, 1386, 86]
article-body: ڪاظمي چيو ته ملڪ ۾ گورننس جو بحران آهي. 2018 کان وٺي معاشي اشارا خراب ٿيندا رهيا آهن. عوام کي رليف ڏيڻ لاءِ فوري قدم کڻڻ گهرجن. هن چيو ته مهانگائي ۽ بيروزگاري عوام جا سڀ کان وڏا مسئلا آهن ۽ حڪومت کي انهن تي ڌيان ڏيڻ گهرجي. — [488, 1353, 694, 1472]
column-divider — [480, 54, 481, 2549]
article-body: ايم ڪيو ايم پاڪستان جي اڳواڻن چيو ته ڪراچي جي ماڻهن کي سندن حق ڏنا وڃن. 100 ارب روپين جو خصوصي پيڪيج ڏنو وڃي. — [248, 1404, 474, 1454]
